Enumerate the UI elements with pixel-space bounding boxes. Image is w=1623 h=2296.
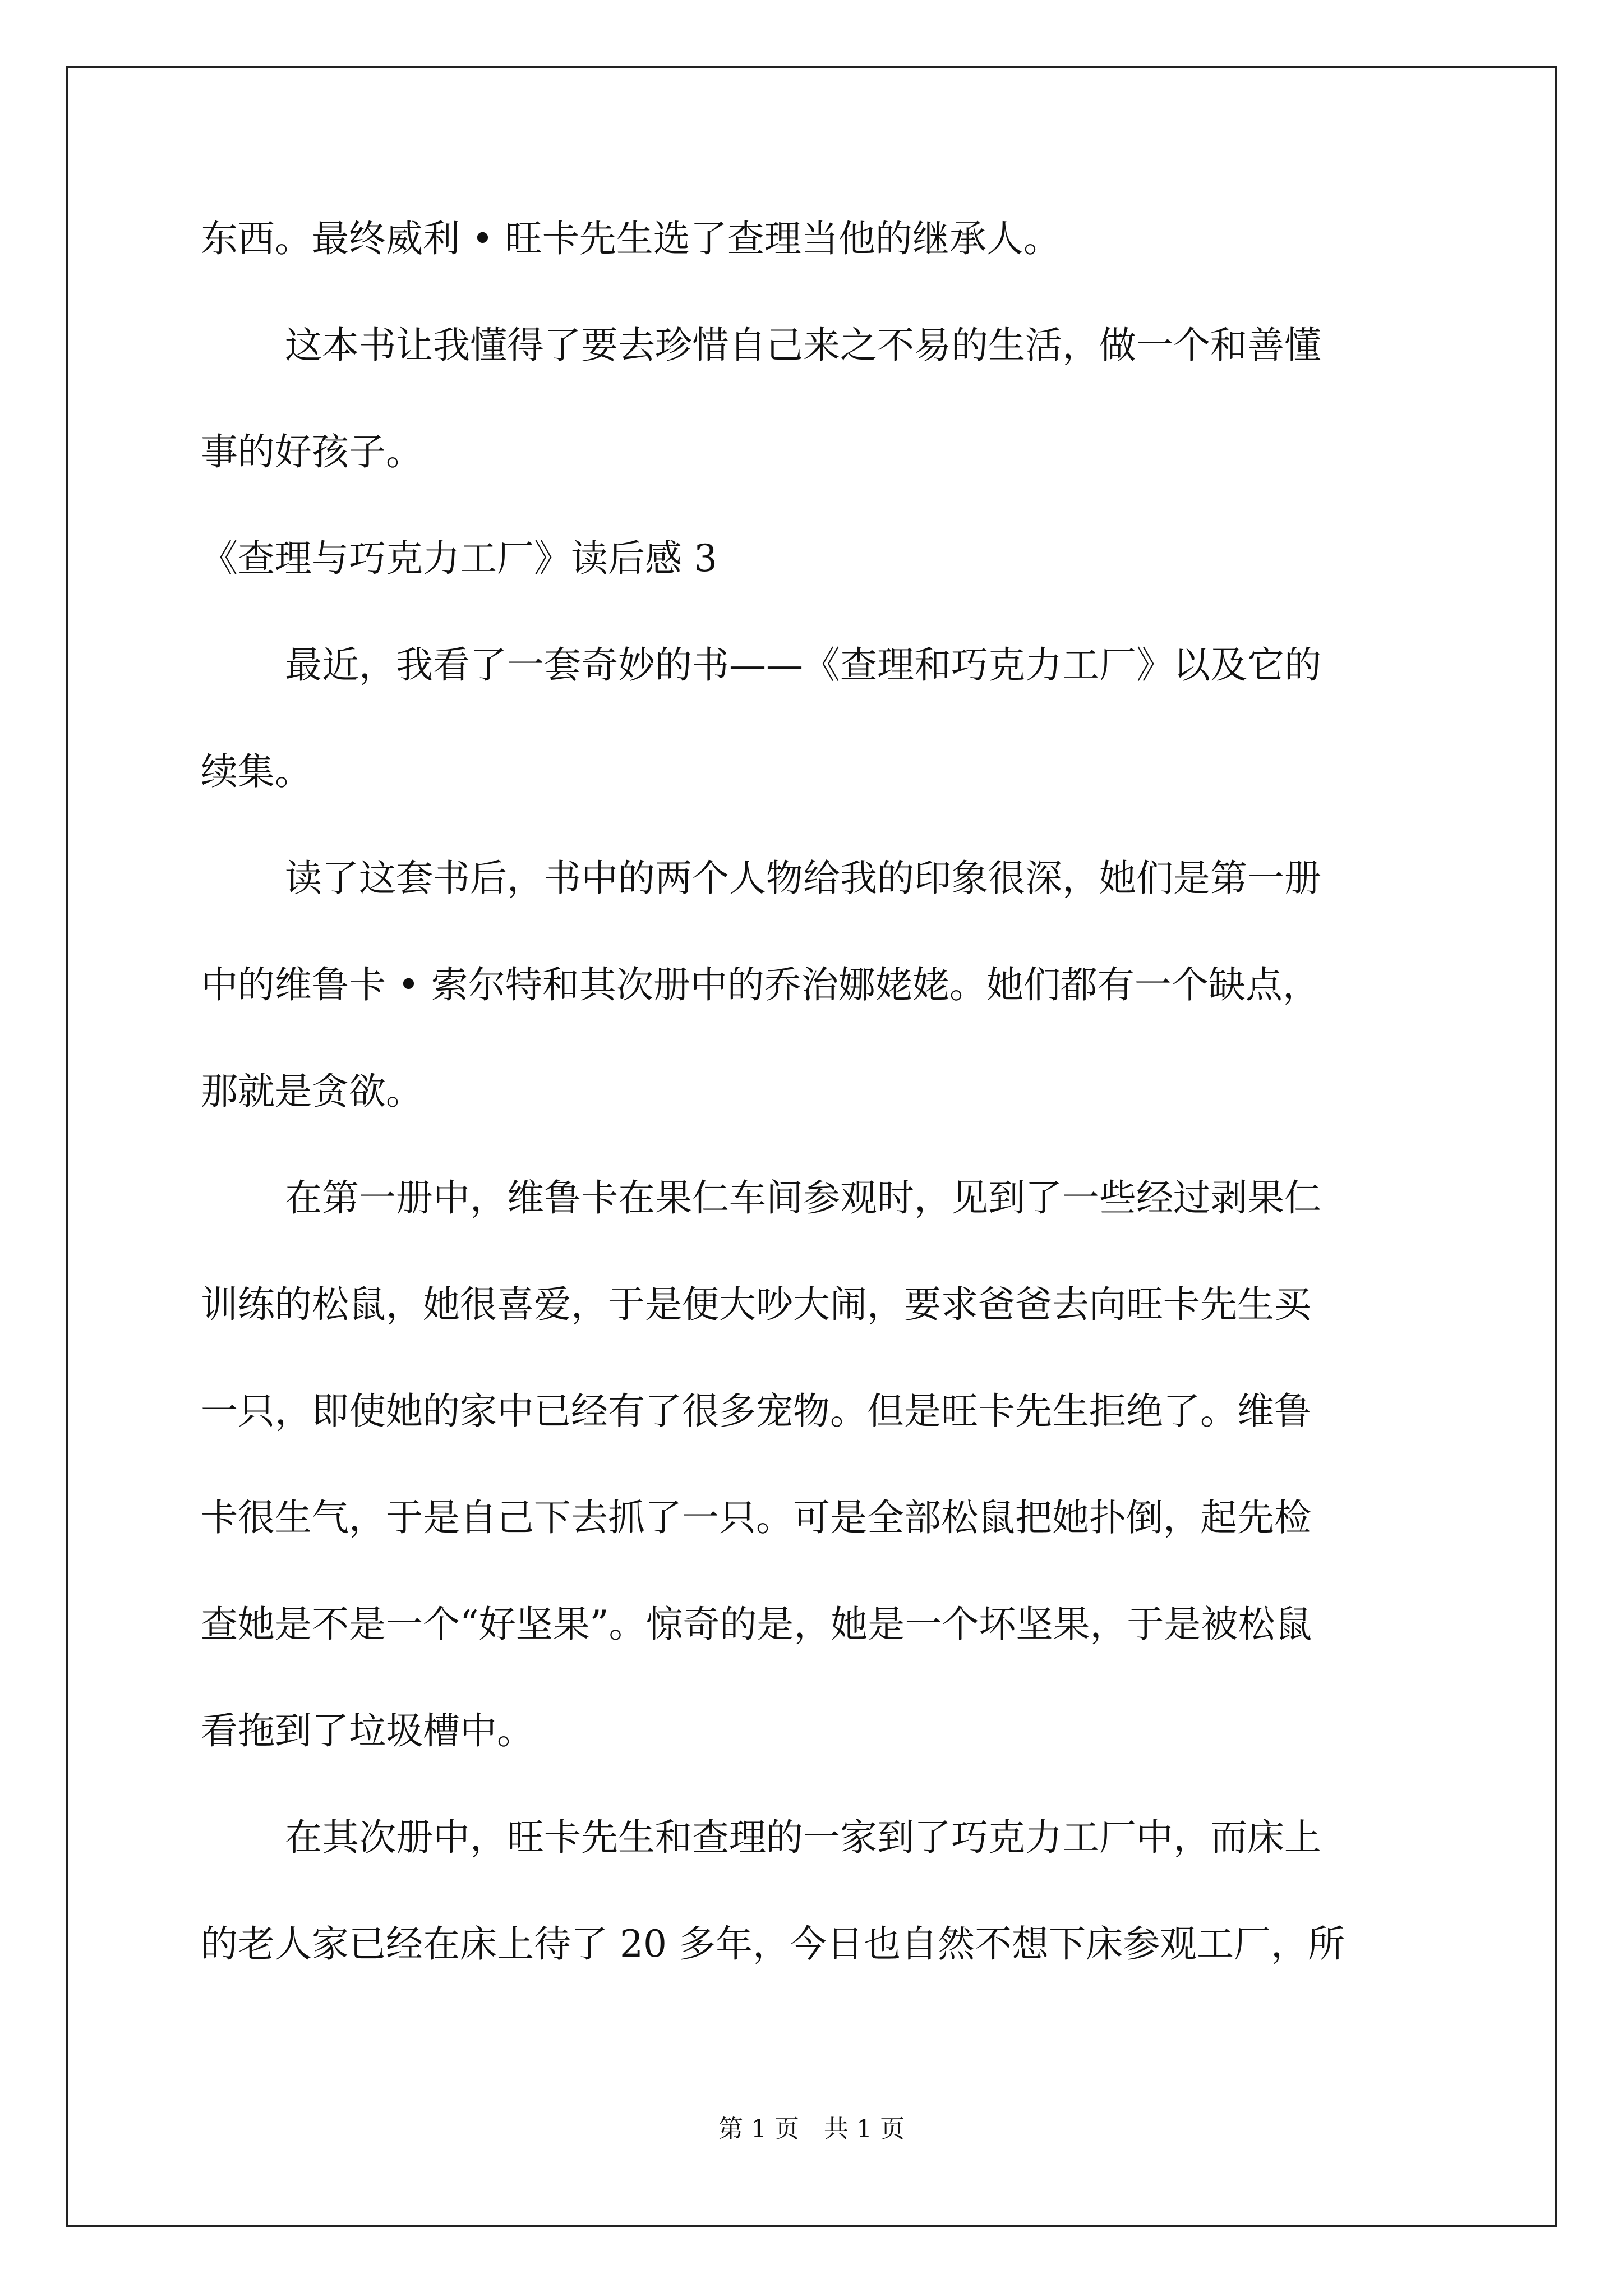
text-line: 卡很生气，于是自己下去抓了一只。可是全部松鼠把她扑倒，起先检 (201, 1496, 1311, 1539)
text-line: 中的维鲁卡 • 索尔特和其次册中的乔治娜姥姥。她们都有一个缺点， (201, 963, 1320, 1006)
section-heading: 《查理与巧克力工厂》读后感 3 (201, 537, 717, 580)
text-line: 那就是贪欲。 (201, 1070, 423, 1113)
text-line: 训练的松鼠，她很喜爱，于是便大吵大闹，要求爸爸去向旺卡先生买 (201, 1283, 1311, 1326)
text-line: 续集。 (201, 750, 312, 793)
text-line: 东西。最终威利 • 旺卡先生选了查理当他的继承人。 (201, 217, 1061, 260)
text-line: 这本书让我懂得了要去珍惜自己来之不易的生活，做一个和善懂 (285, 324, 1321, 367)
text-line: 的老人家已经在床上待了 20 多年，今日也自然不想下床参观工厂，所 (201, 1922, 1345, 1966)
text-line: 在其次册中，旺卡先生和查理的一家到了巧克力工厂中，而床上 (285, 1816, 1321, 1859)
page-number-footer: 第 1 页 共 1 页 (718, 2115, 905, 2143)
text-line: 读了这套书后，书中的两个人物给我的印象很深，她们是第一册 (285, 857, 1321, 900)
text-line: 事的好孩子。 (201, 430, 423, 473)
text-line: 看拖到了垃圾槽中。 (201, 1709, 534, 1752)
text-line: 最近，我看了一套奇妙的书——《查理和巧克力工厂》以及它的 (285, 643, 1321, 687)
text-line: 查她是不是一个“好坚果”。惊奇的是，她是一个坏坚果，于是被松鼠 (201, 1603, 1312, 1646)
page-border (66, 66, 1557, 2227)
text-line: 一只，即使她的家中已经有了很多宠物。但是旺卡先生拒绝了。维鲁 (201, 1389, 1311, 1433)
text-line: 在第一册中，维鲁卡在果仁车间参观时，见到了一些经过剥果仁 (285, 1176, 1321, 1220)
